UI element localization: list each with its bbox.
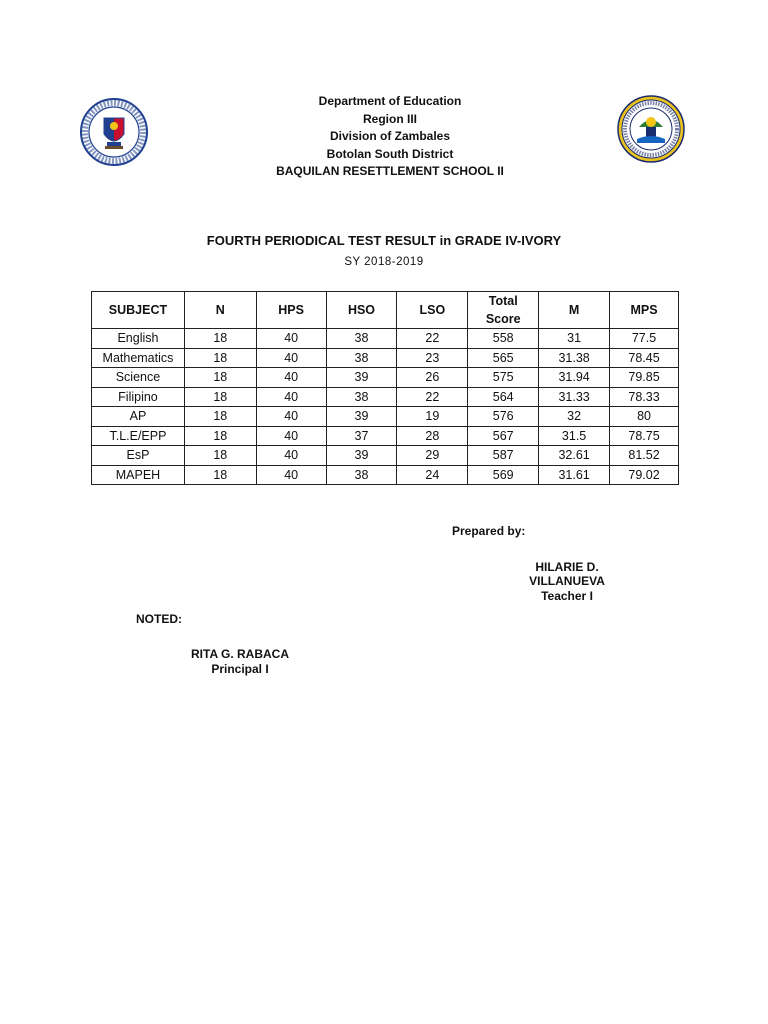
cell-m: 31.33 xyxy=(539,387,610,407)
table-row xyxy=(92,368,679,388)
cell-total-score: 564 xyxy=(468,387,539,407)
cell-total-score: 569 xyxy=(468,465,539,485)
noted-label: NOTED: xyxy=(136,612,182,626)
table-header-row xyxy=(92,292,679,329)
cell-mps: 78.33 xyxy=(610,387,679,407)
cell-n: 18 xyxy=(184,368,256,388)
cell-total-score: 575 xyxy=(468,368,539,388)
cell-hps: 40 xyxy=(256,329,326,349)
cell-total-score: 565 xyxy=(468,348,539,368)
table-row xyxy=(92,465,679,485)
noted-name: RITA G. RABACA xyxy=(191,647,289,661)
deped-seal-icon xyxy=(80,98,148,166)
cell-m: 32 xyxy=(539,407,610,427)
cell-hso: 39 xyxy=(326,407,397,427)
cell-n: 18 xyxy=(184,407,256,427)
cell-lso: 22 xyxy=(397,387,468,407)
cell-hps: 40 xyxy=(256,368,326,388)
cell-hps: 40 xyxy=(256,348,326,368)
cell-hso: 38 xyxy=(326,465,397,485)
header-division: Division of Zambales xyxy=(329,129,451,143)
cell-subject: Mathematics xyxy=(92,348,185,368)
cell-mps: 77.5 xyxy=(610,329,679,349)
cell-hps: 40 xyxy=(256,465,326,485)
cell-hso: 39 xyxy=(326,446,397,466)
header-region: Region III xyxy=(363,111,417,126)
col-header-lso: LSO xyxy=(397,292,468,329)
col-header-hps: HPS xyxy=(256,292,326,329)
school-seal-icon xyxy=(617,95,685,163)
results-table xyxy=(91,291,679,485)
cell-hps: 40 xyxy=(256,407,326,427)
cell-lso: 22 xyxy=(397,329,468,349)
col-header-m: M xyxy=(539,292,610,329)
col-header-mps: MPS xyxy=(610,292,679,329)
cell-n: 18 xyxy=(184,426,256,446)
table-row xyxy=(92,446,679,466)
cell-hps: 40 xyxy=(256,387,326,407)
prepared-by-label: Prepared by: xyxy=(452,524,526,538)
table-row xyxy=(92,407,679,427)
header-department: Department of Education xyxy=(318,94,462,108)
cell-lso: 24 xyxy=(397,465,468,485)
cell-n: 18 xyxy=(184,446,256,466)
cell-m: 31 xyxy=(539,329,610,349)
cell-hps: 40 xyxy=(256,426,326,446)
col-header-n: N xyxy=(184,292,256,329)
cell-n: 18 xyxy=(184,387,256,407)
cell-lso: 26 xyxy=(397,368,468,388)
cell-n: 18 xyxy=(184,329,256,349)
school-year: SY 2018-2019 xyxy=(344,256,424,268)
cell-m: 31.61 xyxy=(539,465,610,485)
cell-subject: English xyxy=(92,329,185,349)
cell-mps: 81.52 xyxy=(610,446,679,466)
cell-m: 31.94 xyxy=(539,368,610,388)
cell-total-score: 576 xyxy=(468,407,539,427)
cell-subject: Science xyxy=(92,368,185,388)
cell-mps: 79.85 xyxy=(610,368,679,388)
cell-lso: 28 xyxy=(397,426,468,446)
cell-m: 31.5 xyxy=(539,426,610,446)
cell-hso: 38 xyxy=(326,387,397,407)
prepared-by-signatory xyxy=(497,560,637,603)
cell-lso: 29 xyxy=(397,446,468,466)
col-header-total-score: Total Score xyxy=(468,292,539,329)
cell-mps: 80 xyxy=(610,407,679,427)
table-row xyxy=(92,387,679,407)
cell-n: 18 xyxy=(184,465,256,485)
col-header-subject: SUBJECT xyxy=(92,292,185,329)
table-row xyxy=(92,329,679,349)
cell-hso: 37 xyxy=(326,426,397,446)
prepared-by-name: HILARIE D. VILLANUEVA xyxy=(529,560,605,588)
cell-n: 18 xyxy=(184,348,256,368)
cell-subject: T.L.E/EPP xyxy=(92,426,185,446)
cell-subject: EsP xyxy=(92,446,185,466)
document-title: FOURTH PERIODICAL TEST RESULT in GRADE IV-IVORY xyxy=(206,233,562,248)
results-table-body xyxy=(92,329,679,485)
cell-m: 31.38 xyxy=(539,348,610,368)
header-district: Botolan South District xyxy=(326,146,454,161)
cell-total-score: 558 xyxy=(468,329,539,349)
cell-mps: 78.75 xyxy=(610,426,679,446)
noted-signatory xyxy=(190,647,290,676)
header-school-name: BAQUILAN RESETTLEMENT SCHOOL II xyxy=(276,164,504,178)
cell-lso: 19 xyxy=(397,407,468,427)
cell-hps: 40 xyxy=(256,446,326,466)
cell-subject: MAPEH xyxy=(92,465,185,485)
cell-total-score: 567 xyxy=(468,426,539,446)
cell-mps: 78.45 xyxy=(610,348,679,368)
cell-hso: 38 xyxy=(326,329,397,349)
cell-total-score: 587 xyxy=(468,446,539,466)
cell-mps: 79.02 xyxy=(610,465,679,485)
prepared-by-role: Teacher I xyxy=(541,589,593,603)
cell-m: 32.61 xyxy=(539,446,610,466)
cell-hso: 39 xyxy=(326,368,397,388)
cell-hso: 38 xyxy=(326,348,397,368)
cell-subject: AP xyxy=(92,407,185,427)
cell-lso: 23 xyxy=(397,348,468,368)
table-row xyxy=(92,348,679,368)
table-row xyxy=(92,426,679,446)
cell-subject: Filipino xyxy=(92,387,185,407)
school-header xyxy=(240,93,540,181)
noted-role: Principal I xyxy=(211,662,269,676)
col-header-hso: HSO xyxy=(326,292,397,329)
